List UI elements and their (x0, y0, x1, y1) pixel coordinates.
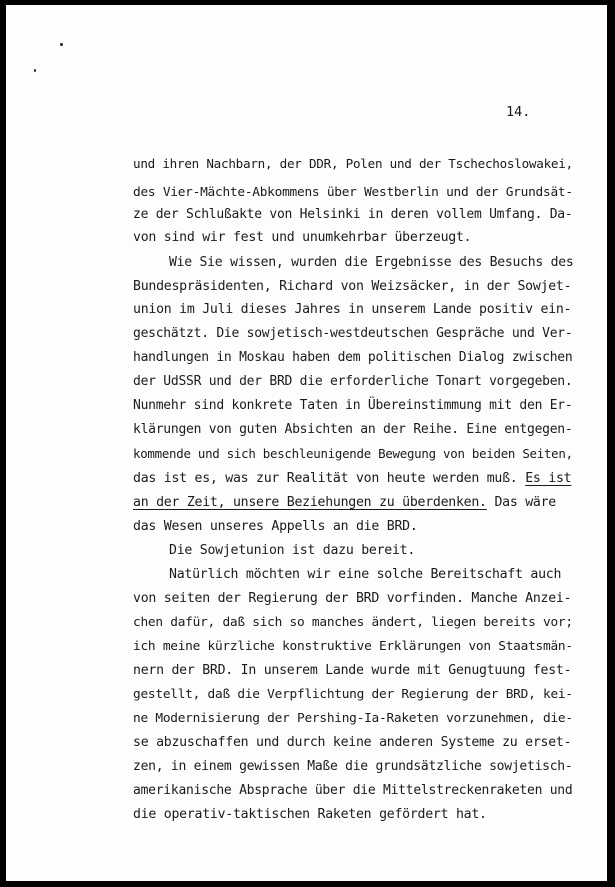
text-line (133, 471, 571, 487)
text-line: handlungen in Moskau haben dem politischen Dialog zwischen (133, 350, 573, 365)
text-line: klärungen von guten Absichten an der Reihe. Eine entgegen- (133, 422, 573, 437)
text-line: Die Sowjetunion ist dazu bereit. (169, 543, 416, 558)
text-line: Bundespräsidenten, Richard von Weizsäcker, in der Sowjet- (133, 279, 572, 294)
text-line: der UdSSR und der BRD die erforderliche Tonart vorgegeben. (133, 374, 573, 389)
underlined-text: Es ist (525, 471, 572, 486)
text-line (133, 495, 556, 511)
text-line: und ihren Nachbarn, der DDR, Polen und der Tschechoslowakei, (133, 156, 573, 171)
text-line: se abzuschaffen und durch keine anderen Systeme zu erset- (133, 735, 572, 750)
text-line: ich meine kürzliche konstruktive Erklärungen von Staatsmän- (133, 639, 573, 654)
text-line: geschätzt. Die sowjetisch-westdeutschen Gespräche und Ver- (133, 326, 573, 341)
underlined-text: an der Zeit, unsere Beziehungen zu überdenken. (133, 495, 487, 510)
text-line: union im Juli dieses Jahres in unserem Lande positiv ein- (133, 302, 572, 317)
scan-speck (34, 69, 36, 72)
text-line: von seiten der Regierung der BRD vorfinden. Manche Anzei- (133, 591, 572, 606)
document-page (6, 5, 607, 881)
text-segment: das ist es, was zur Realität von heute werden muß. (133, 471, 518, 486)
text-segment: Das wäre (494, 495, 556, 510)
text-line: amerikanische Absprache über die Mittelstreckenraketen und (133, 783, 573, 798)
text-line: die operativ-taktischen Raketen gefördert hat. (133, 807, 487, 822)
text-line: ne Modernisierung der Pershing-Ia-Raketen vorzunehmen, die- (133, 711, 573, 726)
page-number: 14. (506, 104, 531, 120)
text-line: ze der Schlußakte von Helsinki in deren vollem Umfang. Da- (133, 207, 573, 222)
text-line: chen dafür, daß sich so manches ändert, liegen bereits vor; (133, 615, 573, 630)
scan-speck (60, 43, 63, 46)
text-line: kommende und sich beschleunigende Bewegung von beiden Seiten, (133, 446, 573, 461)
text-line: Nunmehr sind konkrete Taten in Übereinstimmung mit den Er- (133, 398, 573, 413)
text-line: des Vier-Mächte-Abkommens über Westberlin und der Grundsät- (133, 185, 573, 200)
text-line: das Wesen unseres Appells an die BRD. (133, 519, 418, 534)
text-line: gestellt, daß die Verpflichtung der Regierung der BRD, kei- (133, 687, 573, 702)
text-line: nern der BRD. In unserem Lande wurde mit Genugtuung fest- (133, 663, 572, 678)
text-line: Natürlich möchten wir eine solche Bereitschaft auch (169, 567, 562, 582)
text-line: Wie Sie wissen, wurden die Ergebnisse des Besuchs des (169, 255, 574, 270)
text-line: von sind wir fest und unumkehrbar überzeugt. (133, 230, 472, 245)
text-line: zen, in einem gewissen Maße die grundsätzliche sowjetisch- (133, 759, 573, 774)
